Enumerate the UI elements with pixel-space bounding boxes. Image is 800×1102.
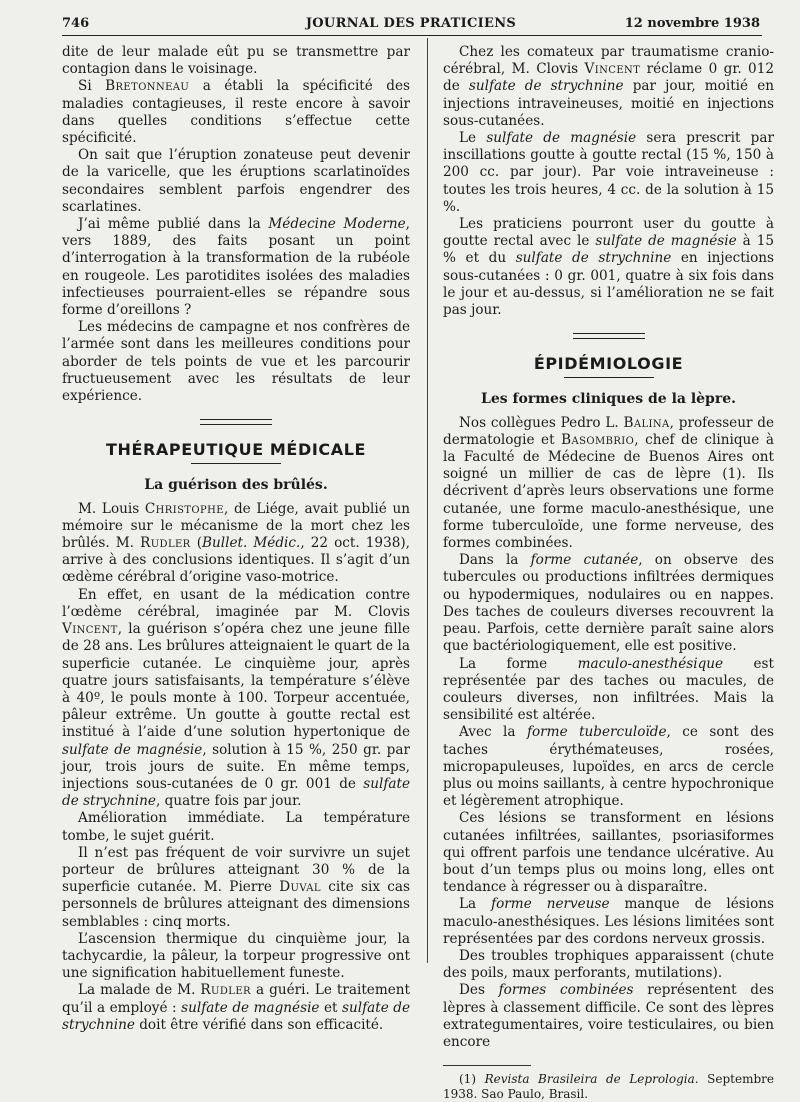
paragraph: En effet, en usant de la médication contre l’œdème cérébral, imaginée par M. Clovis Vincent, la guérison s’opéra chez une jeune fille de 28 ans. Les brûlures atteignaient le quart de la superficie cutanée. Le cinquième jour, après quatre jours satisfaisants, la température s’élève à 40º, le pouls monte à 100. Torpeur accentuée, pâleur extrême. Un goutte à goutte rectal est institué à l’aide d’une solution hypertonique de sulfate de magnésie, solution à 15 %, 250 gr. par jour, trois jours de suite. En même temps, injections sous-cutanées de 0 gr. 001 de sulfate de strychnine, quatre fois par jour. xyxy=(62,586,410,810)
term: formes combinées xyxy=(498,982,634,999)
paragraph: J’ai même publié dans la Médecine Moderne, vers 1889, des faits posant un point d’interrogation à la transformation de la rubéole en rougeole. Les parotidites isolées des maladies infectieuses pourraient-elles se répandre sous forme d’oreillons ? xyxy=(62,216,410,319)
issue-date: 12 novembre 1938 xyxy=(624,16,760,31)
author-name: Rudler xyxy=(140,535,191,552)
term: forme tuberculoïde xyxy=(526,724,667,741)
drug-name: sulfate de magnésie xyxy=(62,741,203,758)
paragraph: Des troubles trophiques apparaissent (chute des poils, maux perforants, mutilations). xyxy=(443,947,774,982)
column-divider xyxy=(427,38,428,963)
page-header xyxy=(62,16,760,36)
page-number: 746 xyxy=(62,16,90,31)
article-title-lepre: Les formes cliniques de la lèpre. xyxy=(480,391,736,408)
journal-citation: Médecine Moderne xyxy=(268,216,406,233)
paragraph: Il n’est pas fréquent de voir survivre un sujet porteur de brûlures atteignant 30 % de la superficie cutanée. M. Pierre Duval cite six cas personnels de brûlures atteignant des dimensions semblables : cinq morts. xyxy=(62,844,410,930)
author-name: Vincent xyxy=(584,61,641,78)
journal-title: JOURNAL DES PRATICIENS xyxy=(305,16,517,31)
article-title-brules: La guérison des brûlés. xyxy=(144,477,328,494)
author-name: Balina xyxy=(623,414,670,431)
author-name: Christophe xyxy=(144,500,224,517)
drug-name: sulfate de strychnine xyxy=(62,999,410,1033)
paragraph: Nos collègues Pedro L. Balina, professeur de dermatologie et Basombrio, chef de clinique à la Faculté de Médecine de Buenos Aires ont soigné un millier de cas de lèpre (1). Ils décrivent d’après leurs observations une forme cutanée, une forme maculo-anesthésique, une forme tuberculoïde, une forme nerveuse, des formes combinées. xyxy=(443,414,774,552)
section-separator xyxy=(573,333,645,339)
paragraph: M. Louis Christophe, de Liége, avait publié un mémoire sur le mécanisme de la mort chez les brûlés. M. Rudler (Bullet. Médic., 22 oct. 1938), arrive à des conclusions identiques. Il s’agit d’un œdème cérébral d’origine vaso-motrice. xyxy=(62,500,411,586)
section-title-epidemiologie: ÉPIDÉMIOLOGIE xyxy=(533,354,684,374)
paragraph: Le sulfate de magnésie sera prescrit par inscillations goutte à goutte rectal (15 %, 150 à 200 cc. par jour). Par voie intraveineuse : toutes les trois heures, 4 cc. de la solution à 15 %. xyxy=(443,130,774,215)
header-rule xyxy=(62,35,762,36)
journal-citation: Revista Brasileira de Leprologia. xyxy=(484,1072,699,1087)
paragraph: Chez les comateux par traumatisme cranio-cérébral, M. Clovis Vincent réclame 0 gr. 012 de sulfate de strychnine par jour, moitié en injections intraveineuses, moitié en injections sous-cutanées. xyxy=(443,44,775,129)
paragraph: dite de leur malade eût pu se transmettre par contagion dans le voisinage. xyxy=(62,44,410,78)
paragraph: Si Bretonneau a établi la spécificité des maladies contagieuses, il reste encore à savoir dans quelles conditions s’effectue cette spécificité. xyxy=(62,78,410,147)
term: forme cutanée xyxy=(530,552,639,569)
author-name: Bretonneau xyxy=(105,78,190,95)
paragraph: Amélioration immédiate. La température tombe, le sujet guérit. xyxy=(62,810,410,844)
paragraph: Les médecins de campagne et nos confrères de l’armée sont dans les meilleures conditions pour aborder de tels points de vue et les parcourir fructueusement avec les résultats de leur expérience. xyxy=(62,319,410,405)
paragraph: Avec la forme tuberculoïde, ce sont des taches érythémateuses, rosées, micropapuleuses, lupoïdes, en arcs de cercle plus ou moins saillants, à centre hypochronique et légèrement atrophique. xyxy=(443,724,774,810)
drug-name: sulfate de magnésie xyxy=(486,130,637,147)
footnote: (1) Revista Brasileira de Leprologia. Septembre 1938. Sao Paulo, Brasil. xyxy=(443,1072,775,1102)
author-name: Duval xyxy=(279,879,321,896)
paragraph: La malade de M. Rudler a guéri. Le traitement qu’il a employé : sulfate de magnésie et sulfate de strychnine doit être vérifié dans son efficacité. xyxy=(62,982,410,1033)
paragraph: Ces lésions se transforment en lésions cutanées infiltrées, saillantes, psoriasiformes qui offrent parfois une tendance ulcérative. Au bout d’un temps plus ou moins long, elles ont tendance à régresser ou à disparaître. xyxy=(443,810,774,896)
section-underline xyxy=(564,377,654,378)
right-column xyxy=(443,44,774,1102)
drug-name: sulfate de strychnine xyxy=(515,250,672,267)
paragraph: On sait que l’éruption zonateuse peut devenir de la varicelle, que les éruptions scarlatinoïdes secondaires semblent parfois engendrer des scarlatines. xyxy=(62,147,410,215)
author-name: Vincent xyxy=(62,621,118,638)
paragraph: Les praticiens pourront user du goutte à goutte rectal avec le sulfate de magnésie à 15 % et du sulfate de strychnine en injections sous-cutanées : 0 gr. 001, quatre à six fois dans le jour et au-dessus, si l’amélioration ne se fait pas jour. xyxy=(443,216,774,319)
drug-name: sulfate de strychnine xyxy=(62,775,410,810)
paragraph: La forme maculo-anesthésique est représentée par des taches ou macules, de couleurs diverses, non infiltrées. Mais la sensibilité est altérée. xyxy=(443,655,774,724)
left-column xyxy=(62,44,410,1034)
term: maculo-anesthésique xyxy=(577,655,724,672)
author-name: Rudler xyxy=(200,982,251,999)
section-separator xyxy=(200,419,272,425)
paragraph: Dans la forme cutanée, on observe des tubercules ou productions infiltrées dermiques ou hypodermiques, nodulaires ou en nappes. Des taches de couleurs diverses recouvrent la peau. Parfois, cette dernière paraît saine alors que bactériologiquement, elle est positive. xyxy=(443,552,774,655)
term: forme nerveuse xyxy=(491,896,610,913)
footnote-rule xyxy=(443,1065,531,1066)
author-name: Basombrio xyxy=(561,431,635,448)
drug-name: sulfate de magnésie xyxy=(595,233,737,250)
section-underline xyxy=(191,463,281,464)
drug-name: sulfate de strychnine xyxy=(468,78,624,95)
journal-citation: Bullet. Médic. xyxy=(202,535,301,552)
paragraph: Des formes combinées représentent des lèpres à classement difficile. Ce sont des lèpres extrategumentaires, voire testiculaires, ou bien encore xyxy=(443,982,774,1050)
drug-name: sulfate de magnésie xyxy=(181,999,320,1016)
section-title-therapeutique: THÉRAPEUTIQUE MÉDICALE xyxy=(105,440,367,460)
paragraph: La forme nerveuse manque de lésions maculo-anesthésiques. Les lésions limitées sont représentées par des cordons nerveux grossis. xyxy=(443,896,774,947)
paragraph: L’ascension thermique du cinquième jour, la tachycardie, la pâleur, la torpeur progressive ont une signification habituellement funeste. xyxy=(62,930,410,982)
